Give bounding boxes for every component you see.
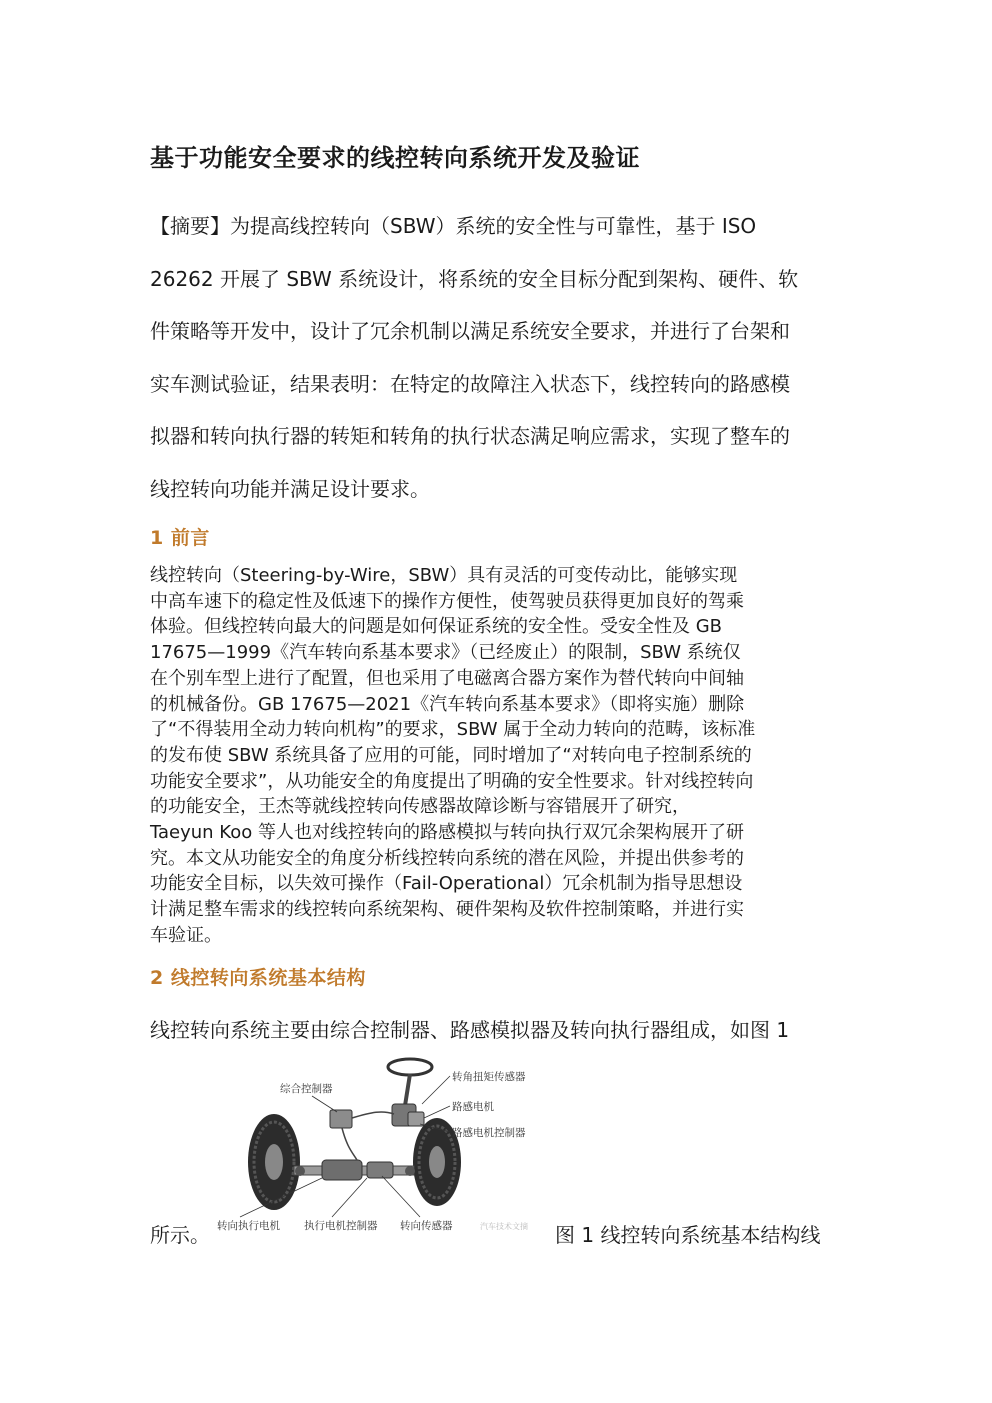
paragraph-line: 功能安全要求”，从功能安全的角度提出了明确的安全性要求。针对线控转向 (150, 770, 754, 792)
paragraph-line: 的功能安全，王杰等就线控转向传感器故障诊断与容错展开了研究， (150, 796, 690, 818)
steering-column (388, 1059, 432, 1126)
paragraph-line: Taeyun Koo 等人也对线控转向的路感模拟与转向执行双冗余架构展开了研 (150, 822, 744, 844)
paragraph-tail: 所示。 (150, 1223, 210, 1247)
paragraph-line: 车验证。 (150, 924, 222, 946)
paragraph-line: 体验。但线控转向最大的问题是如何保证系统的安全性。受安全性及 GB (150, 616, 723, 638)
steering-rack (294, 1160, 415, 1180)
left-wheel (248, 1114, 300, 1210)
paragraph-line: 了“不得装用全动力转向机构”的要求，SBW 属于全动力转向的范畴，该标准 (150, 719, 756, 741)
paper-title: 基于功能安全要求的线控转向系统开发及验证 (150, 144, 640, 172)
label-integrated-controller: 综合控制器 (280, 1083, 333, 1095)
abstract-line: 拟器和转向执行器的转矩和转角的执行状态满足响应需求，实现了整车的 (150, 424, 790, 449)
integrated-controller-unit (330, 1110, 394, 1160)
paragraph-line: 功能安全目标，以失效可操作（Fail-Operational）冗余机制为指导思想设 (150, 873, 743, 895)
paragraph-line: 17675—1999《汽车转向系基本要求》（已经废止）的限制，SBW 系统仅 (150, 642, 741, 664)
paragraph-line: 中高车速下的稳定性及低速下的操作方便性，使驾驶员获得更加良好的驾乘 (150, 590, 744, 612)
section-heading-structure: 2 线控转向系统基本结构 (150, 967, 366, 989)
structure-paragraph: 线控转向系统主要由综合控制器、路感模拟器及转向执行器组成，如图 1 (150, 1018, 790, 1042)
paragraph-line: 的机械备份。GB 17675—2021《汽车转向系基本要求》（即将实施）删除 (150, 693, 745, 715)
abstract-line: 件策略等开发中，设计了冗余机制以满足系统安全要求，并进行了台架和 (150, 319, 790, 344)
section-heading-intro: 1 前言 (150, 527, 210, 549)
intro-paragraph (150, 563, 840, 949)
figure-watermark: 汽车技术文摘 (480, 1222, 528, 1231)
label-feel-motor-controller: 路感电机控制器 (452, 1127, 526, 1139)
label-angle-torque-sensor: 转角扭矩传感器 (452, 1071, 526, 1083)
label-steer-motor: 转向执行电机 (217, 1220, 280, 1232)
label-actuator-controller: 执行电机控制器 (304, 1220, 378, 1232)
paragraph-line: 在个别车型上进行了配置，但也采用了电磁离合器方案作为替代转向中间轴 (150, 667, 744, 689)
abstract-line: 【摘要】为提高线控转向（SBW）系统的安全性与可靠性，基于 ISO (150, 214, 757, 238)
sbw-structure-figure (212, 1052, 562, 1242)
paragraph-line: 的发布使 SBW 系统具备了应用的可能，同时增加了“对转向电子控制系统的 (150, 744, 752, 766)
paragraph-line: 计满足整车需求的线控转向系统架构、硬件架构及软件控制策略，并进行实 (150, 899, 744, 921)
paragraph-line: 究。本文从功能安全的角度分析线控转向系统的潜在风险，并提出供参考的 (150, 847, 744, 869)
abstract-line: 26262 开展了 SBW 系统设计，将系统的安全目标分配到架构、硬件、软 (150, 266, 799, 291)
abstract-line: 实车测试验证，结果表明：在特定的故障注入状态下，线控转向的路感模 (150, 371, 790, 396)
label-feel-motor: 路感电机 (452, 1101, 494, 1113)
label-steer-sensor: 转向传感器 (400, 1220, 453, 1232)
abstract (150, 200, 842, 516)
paragraph-line: 线控转向（Steering-by-Wire，SBW）具有灵活的可变传动比，能够实现 (150, 565, 738, 586)
abstract-line: 线控转向功能并满足设计要求。 (150, 476, 430, 501)
figure-caption: 图 1 线控转向系统基本结构线 (555, 1223, 821, 1247)
